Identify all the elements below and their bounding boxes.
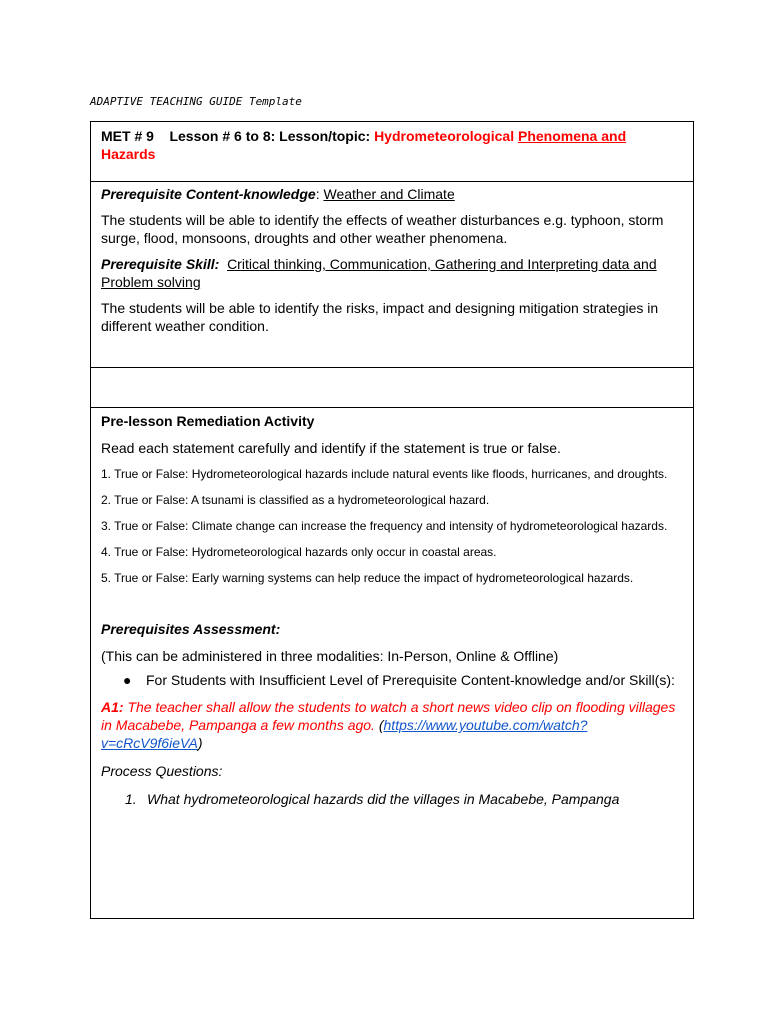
- a1-paragraph: [101, 698, 683, 752]
- topic-part-2: Phenomena and: [517, 128, 627, 144]
- empty-row: [91, 368, 693, 408]
- a1-video-link[interactable]: https://www.youtube.com/watch?v=cRcV9f6ieVA: [101, 717, 588, 751]
- prerequisites-row: [91, 182, 693, 368]
- content-knowledge-line: [101, 185, 683, 203]
- a1-label: A1:: [101, 699, 124, 715]
- question-number: 1.: [125, 791, 137, 807]
- remediation-item-5: 5. True or False: Early warning systems can help reduce the impact of hydrometeorological hazards.: [101, 571, 634, 585]
- remediation-row: [91, 408, 693, 808]
- remediation-title: Pre-lesson Remediation Activity: [101, 413, 315, 429]
- lesson-header-row: [91, 122, 693, 182]
- content-knowledge-label: Prerequisite Content-knowledge: [101, 186, 316, 202]
- skill-desc: The students will be able to identify the risks, impact and designing mitigation strategies in different weather condition.: [101, 300, 659, 334]
- content-knowledge-desc: The students will be able to identify the effects of weather disturbances e.g. typhoon, storm surge, flood, monsoons, droughts and other weather phenomena.: [101, 212, 664, 246]
- topic-part-1: Hydrometeorological: [374, 128, 518, 144]
- remediation-item-1: 1. True or False: Hydrometeorological hazards include natural events like floods, hurricanes, and droughts.: [101, 467, 668, 481]
- bullet-dot: ●: [123, 672, 132, 688]
- remediation-instruction: Read each statement carefully and identify if the statement is true or false.: [101, 440, 561, 456]
- met-number: MET # 9: [101, 128, 154, 144]
- skill-line: [101, 255, 683, 291]
- assessment-bullet: [101, 671, 683, 689]
- a1-paren-close: ): [197, 735, 203, 751]
- process-question-1: [101, 790, 683, 808]
- content-knowledge-colon: :: [315, 186, 320, 202]
- skill-label: Prerequisite Skill:: [101, 256, 220, 272]
- bullet-text: For Students with Insufficient Level of Prerequisite Content-knowledge and/or Skill(s):: [146, 672, 675, 688]
- assessment-title: Prerequisites Assessment:: [101, 621, 281, 637]
- remediation-item-3: 3. True or False: Climate change can increase the frequency and intensity of hydrometeorological hazards.: [101, 519, 668, 533]
- lesson-table: [90, 121, 694, 919]
- assessment-modalities: (This can be administered in three modalities: In-Person, Online & Offline): [101, 648, 559, 664]
- a1-text: The teacher shall allow the students to watch a short news video clip on flooding villages in Macabebe, Pampanga a few months ago.: [101, 699, 676, 733]
- content-knowledge-value: Weather and Climate: [323, 186, 455, 202]
- skill-value: Critical thinking, Communication, Gathering and Interpreting data and Problem solving: [101, 256, 657, 290]
- document-title: ADAPTIVE TEACHING GUIDE Template: [90, 95, 302, 108]
- lesson-header: [101, 127, 683, 163]
- remediation-item-4: 4. True or False: Hydrometeorological hazards only occur in coastal areas.: [101, 545, 497, 559]
- remediation-item-2: 2. True or False: A tsunami is classified as a hydrometeorological hazard.: [101, 493, 490, 507]
- lesson-label: Lesson # 6 to 8: Lesson/topic:: [169, 128, 375, 144]
- a1-paren-open: (: [378, 717, 384, 733]
- process-questions-title: Process Questions:: [101, 763, 223, 779]
- topic-part-3: Hazards: [101, 146, 156, 162]
- question-text: What hydrometeorological hazards did the villages in Macabebe, Pampanga: [147, 791, 620, 807]
